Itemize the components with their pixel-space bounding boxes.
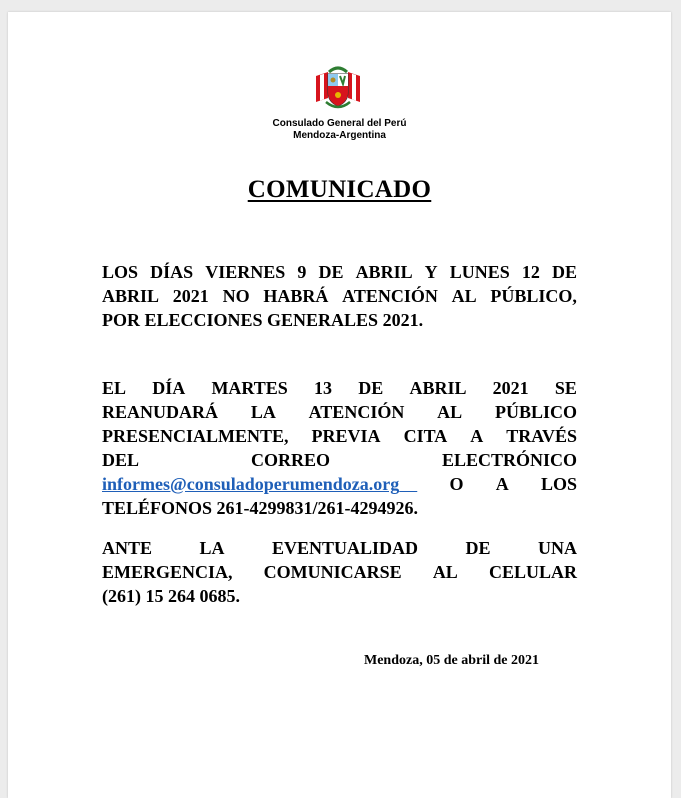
word: ABRIL	[355, 262, 413, 282]
word: CORREO	[250, 450, 330, 470]
paragraph-line	[102, 536, 577, 560]
word: DE	[358, 378, 384, 398]
peru-coat-of-arms-icon	[312, 62, 364, 112]
word: CITA	[403, 426, 448, 446]
date-line: Mendoza, 05 de abril de 2021	[364, 653, 539, 668]
paragraph-line	[102, 448, 577, 472]
word: UNA	[537, 538, 577, 558]
email-tail-word: A	[495, 474, 509, 494]
email-link[interactable]: informes@consuladoperumendoza.org	[102, 474, 400, 494]
word: TRAVÉS	[506, 426, 577, 446]
paragraph-line: POR ELECCIONES GENERALES 2021.	[102, 310, 424, 330]
word: EVENTUALIDAD	[271, 538, 418, 558]
word: DE	[551, 262, 577, 282]
word: SE	[554, 378, 577, 398]
paragraph-emergency-notice	[102, 536, 577, 608]
word: PRESENCIALMENTE,	[102, 426, 289, 446]
word: PÚBLICO,	[490, 286, 577, 306]
word: VIERNES	[205, 262, 286, 282]
word: LOS	[102, 262, 139, 282]
word: COMUNICARSE	[263, 562, 402, 582]
word: ABRIL	[409, 378, 467, 398]
word: A	[470, 426, 484, 446]
word: REANUDARÁ	[102, 402, 218, 422]
word: DÍA	[152, 378, 186, 398]
paragraph-line-email	[102, 472, 577, 496]
word: DÍAS	[150, 262, 194, 282]
email-tail-word: O	[449, 474, 464, 494]
word: DE	[318, 262, 344, 282]
word: ELECTRÓNICO	[441, 450, 577, 470]
paragraph-line	[102, 400, 577, 424]
word: 12	[521, 262, 540, 282]
paragraph-reopening-notice	[102, 376, 577, 520]
word: 2021	[172, 286, 209, 306]
word: 2021	[492, 378, 529, 398]
word: ATENCIÓN	[308, 402, 405, 422]
word: CELULAR	[488, 562, 577, 582]
paragraph-line	[102, 284, 577, 308]
email-tail-word: LOS	[540, 474, 577, 494]
word: MARTES	[211, 378, 288, 398]
word: ABRIL	[102, 286, 160, 306]
word: AL	[432, 562, 458, 582]
consulate-city: Mendoza-Argentina	[293, 130, 386, 141]
paragraph-closure-notice	[102, 260, 577, 332]
document-title: COMUNICADO	[247, 176, 432, 203]
word: EL	[102, 378, 127, 398]
word: 9	[297, 262, 307, 282]
word: HABRÁ	[263, 286, 329, 306]
consulate-name: Consulado General del Perú	[272, 118, 407, 129]
word: AL	[451, 286, 477, 306]
emergency-phone: (261) 15 264 0685.	[102, 586, 240, 606]
word: LA	[199, 538, 225, 558]
paragraph-line	[102, 424, 577, 448]
word: AL	[437, 402, 463, 422]
word: PREVIA	[311, 426, 381, 446]
paragraph-line	[102, 560, 577, 584]
word: Y	[424, 262, 438, 282]
word: PÚBLICO	[494, 402, 577, 422]
word: EMERGENCIA,	[102, 562, 233, 582]
paragraph-line	[102, 376, 577, 400]
document-page	[8, 12, 671, 798]
word: ANTE	[102, 538, 153, 558]
paragraph-line	[102, 260, 577, 284]
word: ATENCIÓN	[342, 286, 438, 306]
word: DEL	[102, 450, 140, 470]
word: LUNES	[449, 262, 510, 282]
word: DE	[465, 538, 491, 558]
phone-numbers: TELÉFONOS 261-4299831/261-4294926.	[102, 498, 419, 518]
word: LA	[250, 402, 276, 422]
word: 13	[314, 378, 333, 398]
word: NO	[222, 286, 250, 306]
